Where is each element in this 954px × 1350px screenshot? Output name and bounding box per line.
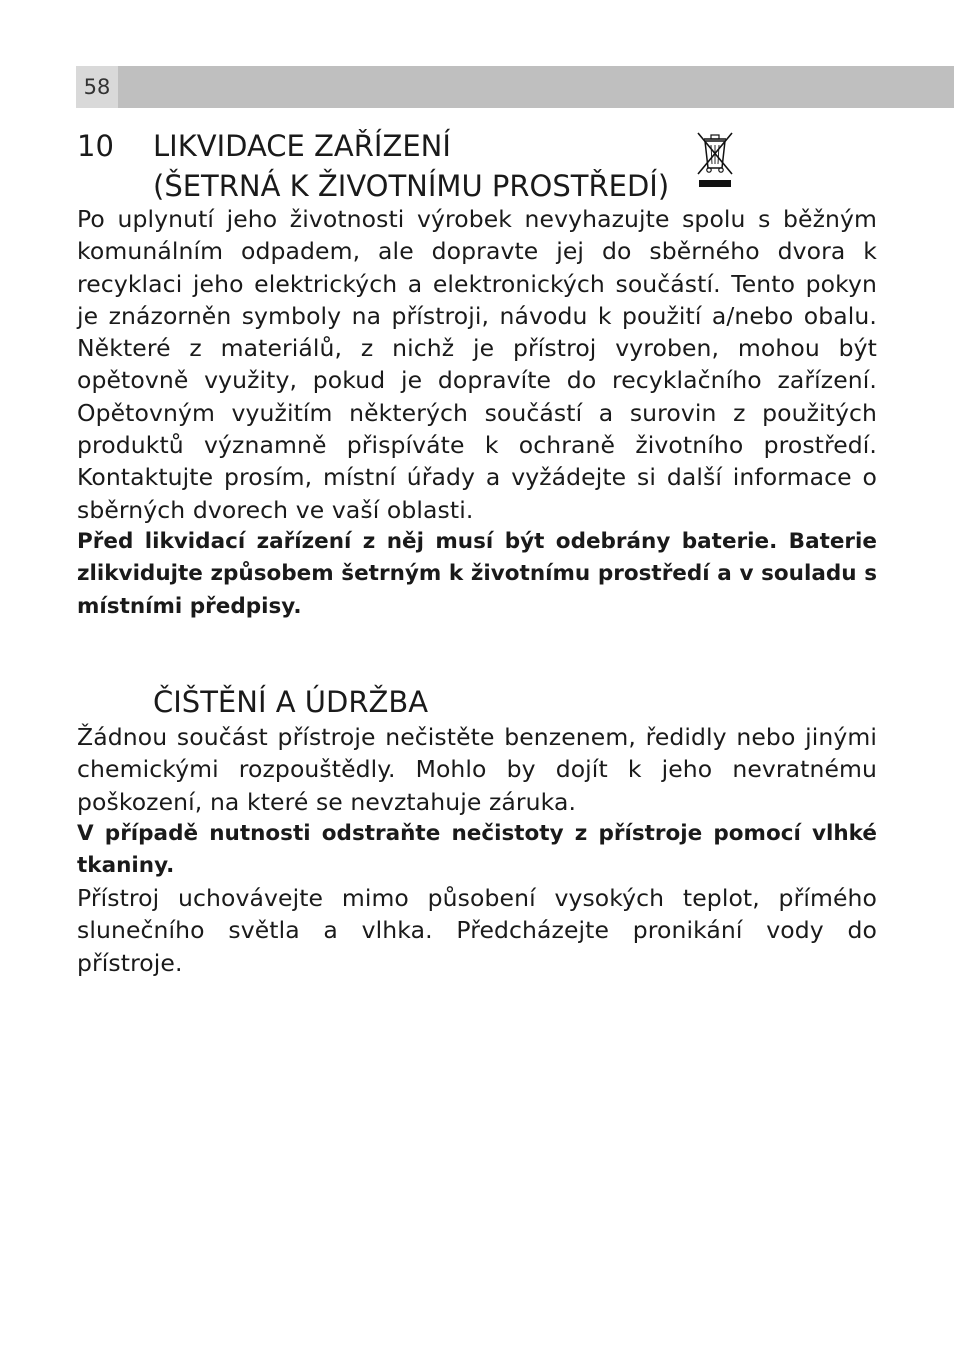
section-title-line1: LIKVIDACE ZAŘÍZENÍ xyxy=(153,129,451,163)
cleaning-instruction-paragraph: V případě nutnosti odstraňte nečistoty z přístroje pomocí vlhké tkaniny. xyxy=(77,821,877,879)
section-title-line2: (ŠETRNÁ K ŽIVOTNÍMU PROSTŘEDÍ) xyxy=(153,169,670,203)
disposal-paragraph: Po uplynutí jeho životnosti výrobek nevyhazujte spolu s běžným komunálním odpadem, ale dopravte jej do sběrného dvora k recyklaci jeho elektrických a elektronických součástí. Tento pokyn je znázorněn symboly na přístroji, návodu k použití a/nebo obalu. Některé z materiálů, z nichž je přístroj vyroben, mohou být opětovně využity, pokud je dopravíte do recyklačního zařízení. Opětovným využitím některých součástí a surovin z použitých produktů významně přispíváte k ochraně životního prostředí. Kontaktujte prosím, místní úřady a vyžádejte si další informace o sběrných dvorech ve vaší oblasti. xyxy=(77,205,877,524)
section-number: 10 xyxy=(77,129,114,163)
battery-warning-paragraph: Před likvidací zařízení z něj musí být odebrány baterie. Baterie zlikvidujte způsobem šetrným k životnímu prostředí a v souladu s místními předpisy. xyxy=(77,529,877,619)
storage-paragraph: Přístroj uchovávejte mimo působení vysokých teplot, přímého slunečního světla a vlhka. Předcházejte pronikání vody do přístroje. xyxy=(77,884,877,977)
cleaning-paragraph: Žádnou součást přístroje nečistěte benzenem, ředidly nebo jinými chemickými rozpouštědly. Mohlo by dojít k jeho nevratnému poškození, na které se nevztahuje záruka. xyxy=(77,723,877,816)
section-heading-cleaning: ČIŠTĚNÍ A ÚDRŽBA xyxy=(153,685,429,719)
section-heading-disposal xyxy=(77,126,669,206)
page-number: 58 xyxy=(76,66,118,108)
page-header-bar xyxy=(76,66,954,108)
crossed-out-wheelie-bin-icon xyxy=(692,130,738,188)
